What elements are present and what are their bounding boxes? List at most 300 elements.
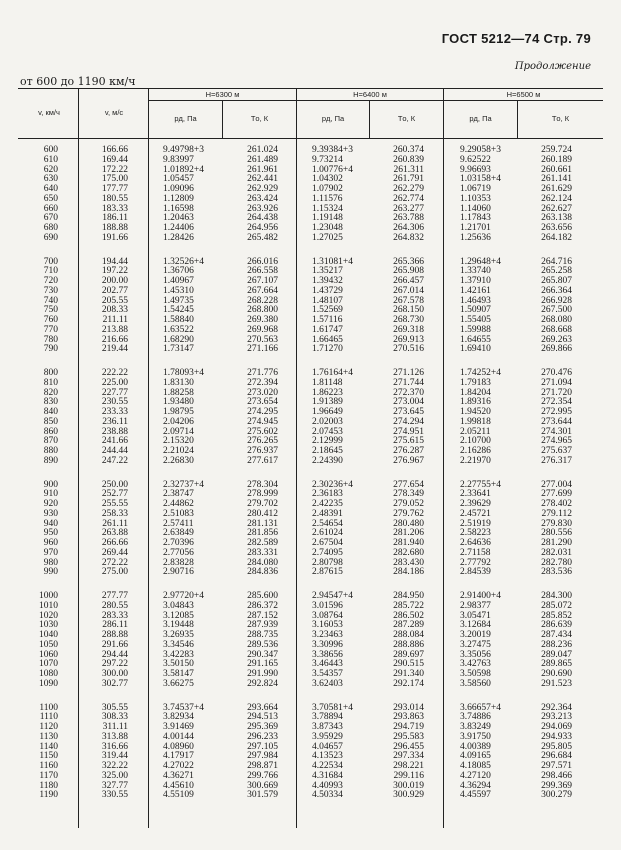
table-cell: 2.12999 (312, 436, 343, 447)
table-cell: 285.072 (541, 600, 572, 611)
table-cell: 274.294 (393, 416, 424, 427)
table-cell: 3.66657+4 (460, 702, 501, 713)
table-cell: 1.21701 (460, 223, 491, 233)
table-cell: 300.00 (101, 669, 128, 679)
table-cell: 287.434 (541, 630, 572, 640)
table-cell: 252.77 (101, 489, 128, 500)
table-cell: 284.950 (393, 591, 424, 601)
table-cell: 300.929 (393, 790, 424, 801)
table-cell: 3.12085 (163, 610, 194, 621)
table-cell: 970 (43, 547, 58, 558)
table-cell: 288.735 (247, 630, 278, 640)
table-cell: 277.654 (393, 479, 424, 490)
table-cell: 2.44862 (163, 499, 194, 509)
header-speed-kmh: v, км/ч (38, 108, 60, 117)
table-cell: 1.54245 (163, 305, 194, 316)
table-cell: 1.79183 (460, 377, 491, 388)
table-cell: 980 (43, 557, 58, 568)
table-cell: 284.186 (393, 567, 424, 578)
table-cell: 279.112 (541, 508, 572, 519)
table-cell: 291.523 (541, 678, 572, 689)
table-cell: 295.583 (393, 731, 424, 742)
group-gap (460, 467, 520, 481)
table-cell: 3.83249 (460, 722, 491, 732)
table-cell: 263.88 (101, 528, 128, 539)
table-cell: 1.03158+4 (460, 174, 501, 185)
header-temperature: Tо, К (397, 114, 416, 123)
table-cell: 2.64636 (460, 538, 491, 548)
table-cell: 9.73214 (312, 154, 343, 165)
table-cell: 890 (43, 455, 58, 466)
group-gap (374, 467, 424, 481)
group-gap (228, 244, 278, 258)
table-cell: 700 (43, 256, 58, 267)
table-cell: 800 (43, 368, 58, 378)
table-cell: 319.44 (101, 751, 128, 762)
table-cell: 266.457 (393, 276, 424, 286)
table-cell: 710 (43, 266, 58, 277)
table-cell: 297.334 (393, 751, 424, 762)
table-cell: 2.02003 (312, 416, 343, 427)
table-cell: 281.940 (393, 538, 424, 548)
group-gap (163, 244, 223, 258)
table-cell: 3.58147 (163, 669, 194, 679)
table-cell: 1.86223 (312, 387, 343, 398)
table-cell: 263.656 (541, 223, 572, 233)
table-cell: 269.380 (247, 315, 278, 325)
table-cell: 3.54357 (312, 669, 343, 679)
table-cell: 273.020 (247, 387, 278, 398)
table-cell: 3.20019 (460, 630, 491, 640)
table-cell: 264.956 (247, 223, 278, 233)
table-cell: 3.62403 (312, 678, 343, 689)
table-cell: 2.87615 (312, 567, 343, 578)
table-cell: 279.052 (393, 499, 424, 509)
table-cell: 268.730 (393, 315, 424, 325)
table-cell: 213.88 (101, 324, 128, 335)
table-cell: 188.88 (101, 223, 128, 233)
table-cell: 3.27475 (460, 639, 491, 650)
table-cell: 288.236 (541, 639, 572, 650)
table-cell: 1.98795 (163, 407, 194, 417)
table-cell: 3.74886 (460, 712, 491, 723)
table-cell: 262.124 (541, 193, 572, 204)
col-divider (443, 88, 444, 828)
table-cell: 4.27120 (460, 770, 491, 781)
group-gap (163, 467, 223, 481)
table-cell: 2.18645 (312, 446, 343, 456)
table-cell: 269.968 (247, 324, 278, 335)
table-cell: 292.364 (541, 702, 572, 713)
table-cell: 271.744 (393, 377, 424, 388)
table-cell: 266.558 (247, 266, 278, 277)
table-cell: 3.34546 (163, 639, 194, 650)
table-cell: 650 (43, 193, 58, 204)
group-gap (374, 578, 424, 592)
table-cell: 262.441 (247, 174, 278, 185)
range-label: от 600 до 1190 км/ч (20, 75, 136, 88)
table-cell: 3.04843 (163, 600, 194, 611)
table-cell: 4.27022 (163, 761, 194, 771)
table-cell: 1.05457 (163, 174, 194, 185)
table-cell: 2.54654 (312, 518, 343, 529)
table-cell: 900 (43, 479, 58, 490)
table-cell: 294.719 (393, 722, 424, 732)
table-cell: 308.33 (101, 712, 128, 723)
table-cell: 1.78093+4 (163, 368, 204, 378)
table-cell: 296.684 (541, 751, 572, 762)
table-cell: 298.466 (541, 770, 572, 781)
table-cell: 1.83130 (163, 377, 194, 388)
table-cell: 1.17843 (460, 213, 491, 224)
table-cell: 3.23463 (312, 630, 343, 640)
table-cell: 268.668 (541, 324, 572, 335)
table-cell: 4.18085 (460, 761, 491, 771)
table-cell: 276.937 (247, 446, 278, 456)
table-cell: 266.364 (541, 285, 572, 296)
group-gap (163, 578, 223, 592)
table-cell: 2.51083 (163, 508, 194, 519)
table-cell: 950 (43, 528, 58, 539)
column-temperature-6500 (522, 146, 572, 801)
table-cell: 2.45721 (460, 508, 491, 519)
table-cell: 1.84204 (460, 387, 491, 398)
table-cell: 670 (43, 213, 58, 224)
table-cell: 830 (43, 397, 58, 408)
table-cell: 280.412 (247, 508, 278, 519)
table-cell: 4.09165 (460, 751, 491, 762)
table-cell: 274.965 (541, 436, 572, 447)
table-cell: 284.300 (541, 591, 572, 601)
table-cell: 298.221 (393, 761, 424, 771)
table-cell: 740 (43, 295, 58, 306)
table-cell: 270.476 (541, 368, 572, 378)
table-cell: 1020 (39, 610, 58, 621)
table-cell: 1.88258 (163, 387, 194, 398)
table-cell: 271.776 (247, 368, 278, 378)
table-cell: 285.600 (247, 591, 278, 601)
table-cell: 1.68290 (163, 334, 194, 345)
table-cell: 3.42283 (163, 649, 194, 660)
table-cell: 2.36183 (312, 489, 343, 500)
table-cell: 325.00 (101, 770, 128, 781)
table-cell: 216.66 (101, 334, 128, 345)
table-cell: 9.29058+3 (460, 145, 501, 155)
table-cell: 274.295 (247, 407, 278, 417)
table-cell: 264.438 (247, 213, 278, 224)
table-cell: 288.88 (101, 630, 128, 640)
table-cell: 302.77 (101, 678, 128, 689)
table-cell: 2.91400+4 (460, 591, 501, 601)
table-cell: 1.23048 (312, 223, 343, 233)
table-cell: 271.166 (247, 344, 278, 355)
header-altitude-6500: H=6500 м (506, 90, 541, 99)
table-cell: 2.48391 (312, 508, 343, 519)
table-cell: 271.094 (541, 377, 572, 388)
table-cell: 202.77 (101, 285, 128, 296)
table-cell: 2.30236+4 (312, 479, 353, 490)
table-cell: 295.805 (541, 741, 572, 752)
table-cell: 241.66 (101, 436, 128, 447)
table-cell: 9.83997 (163, 154, 194, 165)
table-cell: 265.366 (393, 256, 424, 267)
table-cell: 264.832 (393, 232, 424, 243)
table-cell: 2.39629 (460, 499, 491, 509)
table-cell: 278.349 (393, 489, 424, 500)
table-cell: 2.61024 (312, 528, 343, 539)
table-cell: 166.66 (101, 145, 128, 155)
group-gap (80, 244, 128, 258)
table-cell: 2.98377 (460, 600, 491, 611)
table-cell: 1.20463 (163, 213, 194, 224)
table-cell: 1.81148 (312, 377, 343, 388)
table-cell: 292.824 (247, 678, 278, 689)
table-cell: 261.11 (102, 518, 128, 529)
table-cell: 322.22 (101, 761, 128, 771)
table-cell: 1.96649 (312, 407, 343, 417)
continuation-label: Продолжение (514, 61, 591, 72)
table-cell: 1.45310 (163, 285, 194, 296)
table-cell: 311.11 (102, 722, 128, 732)
table-cell: 297.571 (541, 761, 572, 771)
table-cell: 1.46493 (460, 295, 491, 306)
table-cell: 1.48107 (312, 295, 343, 306)
table-cell: 267.500 (541, 305, 572, 316)
table-cell: 297.22 (101, 659, 128, 670)
group-gap (522, 244, 572, 258)
table-cell: 267.014 (393, 285, 424, 296)
table-cell: 1.33740 (460, 266, 491, 277)
table-cell: 284.836 (247, 567, 278, 578)
table-cell: 2.16286 (460, 446, 491, 456)
table-cell: 208.33 (101, 305, 128, 316)
table-cell: 293.863 (393, 712, 424, 723)
table-cell: 1040 (39, 630, 58, 640)
table-cell: 269.866 (541, 344, 572, 355)
table-cell: 266.016 (247, 256, 278, 267)
table-cell: 2.21024 (163, 446, 194, 456)
table-cell: 194.44 (101, 256, 128, 267)
table-cell: 610 (43, 154, 58, 165)
table-cell: 265.807 (541, 276, 572, 286)
table-cell: 267.578 (393, 295, 424, 306)
table-cell: 770 (43, 324, 58, 335)
table-cell: 260.661 (541, 164, 572, 175)
table-cell: 169.44 (101, 154, 128, 165)
table-cell: 264.182 (541, 232, 572, 243)
table-cell: 264.716 (541, 256, 572, 267)
table-cell: 2.27755+4 (460, 479, 501, 490)
table-cell: 268.150 (393, 305, 424, 316)
table-cell: 2.58223 (460, 528, 491, 539)
group-gap (163, 355, 223, 369)
table-cell: 1.49735 (163, 295, 194, 306)
table-cell: 280.55 (101, 600, 128, 611)
table-cell: 1.61747 (312, 324, 343, 335)
table-cell: 180.55 (101, 193, 128, 204)
table-cell: 1.58840 (163, 315, 194, 325)
table-cell: 289.865 (541, 659, 572, 670)
table-cell: 300.019 (393, 780, 424, 791)
table-cell: 2.42235 (312, 499, 343, 509)
table-cell: 222.22 (101, 368, 128, 378)
table-cell: 3.70581+4 (312, 702, 353, 713)
table-cell: 3.08764 (312, 610, 343, 621)
table-cell: 1.28426 (163, 232, 194, 243)
table-cell: 2.80798 (312, 557, 343, 568)
table-cell: 272.22 (101, 557, 128, 568)
table-cell: 273.004 (393, 397, 424, 408)
table-cell: 2.74095 (312, 547, 343, 558)
table-cell: 261.791 (393, 174, 424, 185)
header-temperature: Tо, К (250, 114, 269, 123)
table-cell: 1.93480 (163, 397, 194, 408)
column-speed-kmh (20, 146, 58, 801)
table-cell: 260.189 (541, 154, 572, 165)
group-gap (312, 244, 372, 258)
header-pressure: pд, Па (469, 114, 492, 123)
table-cell: 265.258 (541, 266, 572, 277)
table-cell: 261.141 (541, 174, 572, 185)
table-cell: 281.131 (247, 518, 278, 529)
table-cell: 277.004 (541, 479, 572, 490)
table-cell: 3.19448 (163, 620, 194, 631)
table-cell: 261.629 (541, 184, 572, 194)
table-cell: 276.265 (247, 436, 278, 447)
table-cell: 272.370 (393, 387, 424, 398)
group-gap (20, 244, 58, 258)
table-cell: 264.306 (393, 223, 424, 233)
subheader-rule (148, 100, 603, 101)
table-cell: 1.09096 (163, 184, 194, 194)
table-cell: 291.340 (393, 669, 424, 679)
table-cell: 1140 (39, 741, 58, 752)
table-cell: 4.08960 (163, 741, 194, 752)
group-gap (228, 355, 278, 369)
table-cell: 4.50334 (312, 790, 343, 801)
table-cell: 820 (43, 387, 58, 398)
group-gap (522, 578, 572, 592)
table-cell: 286.639 (541, 620, 572, 631)
table-cell: 2.15320 (163, 436, 194, 447)
group-gap (460, 244, 520, 258)
table-cell: 2.51919 (460, 518, 491, 529)
table-cell: 284.080 (247, 557, 278, 568)
table-cell: 1.73147 (163, 344, 194, 355)
table-cell: 1.16598 (163, 203, 194, 214)
table-cell: 290.347 (247, 649, 278, 660)
header-altitude-6400: H=6400 м (353, 90, 387, 99)
table-cell: 225.00 (101, 377, 128, 388)
table-cell: 281.290 (541, 538, 572, 548)
table-cell: 3.38656 (312, 649, 343, 660)
column-pressure-6300 (163, 146, 223, 801)
table-cell: 260.374 (393, 145, 424, 155)
col-divider (148, 88, 149, 828)
table-cell: 233.33 (101, 407, 128, 417)
header-temperature: Tо, К (551, 114, 570, 123)
table-cell: 1.10353 (460, 193, 491, 204)
table-cell: 1.32526+4 (163, 256, 204, 267)
table-cell: 4.22534 (312, 761, 343, 771)
table-cell: 1.15324 (312, 203, 343, 214)
table-cell: 870 (43, 436, 58, 447)
table-cell: 175.00 (101, 174, 128, 185)
table-cell: 288.886 (393, 639, 424, 650)
table-cell: 219.44 (101, 344, 128, 355)
table-cell: 265.908 (393, 266, 424, 277)
table-cell: 270.563 (247, 334, 278, 345)
group-gap (460, 690, 520, 704)
table-top-rule (18, 88, 603, 89)
table-cell: 197.22 (101, 266, 128, 277)
column-temperature-6400 (374, 146, 424, 801)
table-cell: 268.228 (247, 295, 278, 306)
col-divider (78, 88, 79, 828)
table-cell: 880 (43, 446, 58, 456)
table-cell: 291.990 (247, 669, 278, 679)
table-cell: 3.58560 (460, 678, 491, 689)
table-cell: 294.513 (247, 712, 278, 723)
table-cell: 271.720 (541, 387, 572, 398)
table-cell: 269.913 (393, 334, 424, 345)
table-cell: 183.33 (101, 203, 128, 214)
table-cell: 1030 (39, 620, 58, 631)
table-cell: 291.165 (247, 659, 278, 670)
table-cell: 262.929 (247, 184, 278, 194)
table-cell: 255.55 (101, 499, 128, 509)
table-cell: 620 (43, 164, 58, 175)
group-gap (228, 690, 278, 704)
table-cell: 293.014 (393, 702, 424, 713)
table-cell: 287.152 (247, 610, 278, 621)
table-cell: 288.084 (393, 630, 424, 640)
table-cell: 287.289 (393, 620, 424, 631)
table-cell: 2.57411 (163, 518, 194, 529)
table-cell: 289.047 (541, 649, 572, 660)
table-cell: 227.77 (101, 387, 128, 398)
table-cell: 274.951 (393, 426, 424, 437)
table-cell: 327.77 (101, 780, 128, 791)
table-cell: 4.45597 (460, 790, 491, 801)
table-cell: 279.702 (247, 499, 278, 509)
table-cell: 301.579 (247, 790, 278, 801)
group-gap (80, 467, 128, 481)
table-cell: 2.84539 (460, 567, 491, 578)
table-cell: 1.35217 (312, 266, 343, 277)
table-cell: 186.11 (102, 213, 128, 224)
table-cell: 262.774 (393, 193, 424, 204)
table-cell: 940 (43, 518, 58, 529)
table-cell: 263.926 (247, 203, 278, 214)
table-cell: 292.174 (393, 678, 424, 689)
table-cell: 2.26830 (163, 455, 194, 466)
table-cell: 1.66465 (312, 334, 343, 345)
column-pressure-6400 (312, 146, 372, 801)
table-cell: 3.91750 (460, 731, 491, 742)
header-altitude-6300: H=6300 м (205, 90, 240, 99)
table-cell: 244.44 (101, 446, 128, 456)
table-cell: 283.33 (101, 610, 128, 621)
table-cell: 275.637 (541, 446, 572, 456)
table-cell: 263.277 (393, 203, 424, 214)
table-cell: 4.13523 (312, 751, 343, 762)
table-cell: 1080 (39, 669, 58, 679)
table-cell: 2.97720+4 (163, 591, 204, 601)
table-cell: 630 (43, 174, 58, 185)
table-cell: 289.697 (393, 649, 424, 660)
group-gap (374, 690, 424, 704)
